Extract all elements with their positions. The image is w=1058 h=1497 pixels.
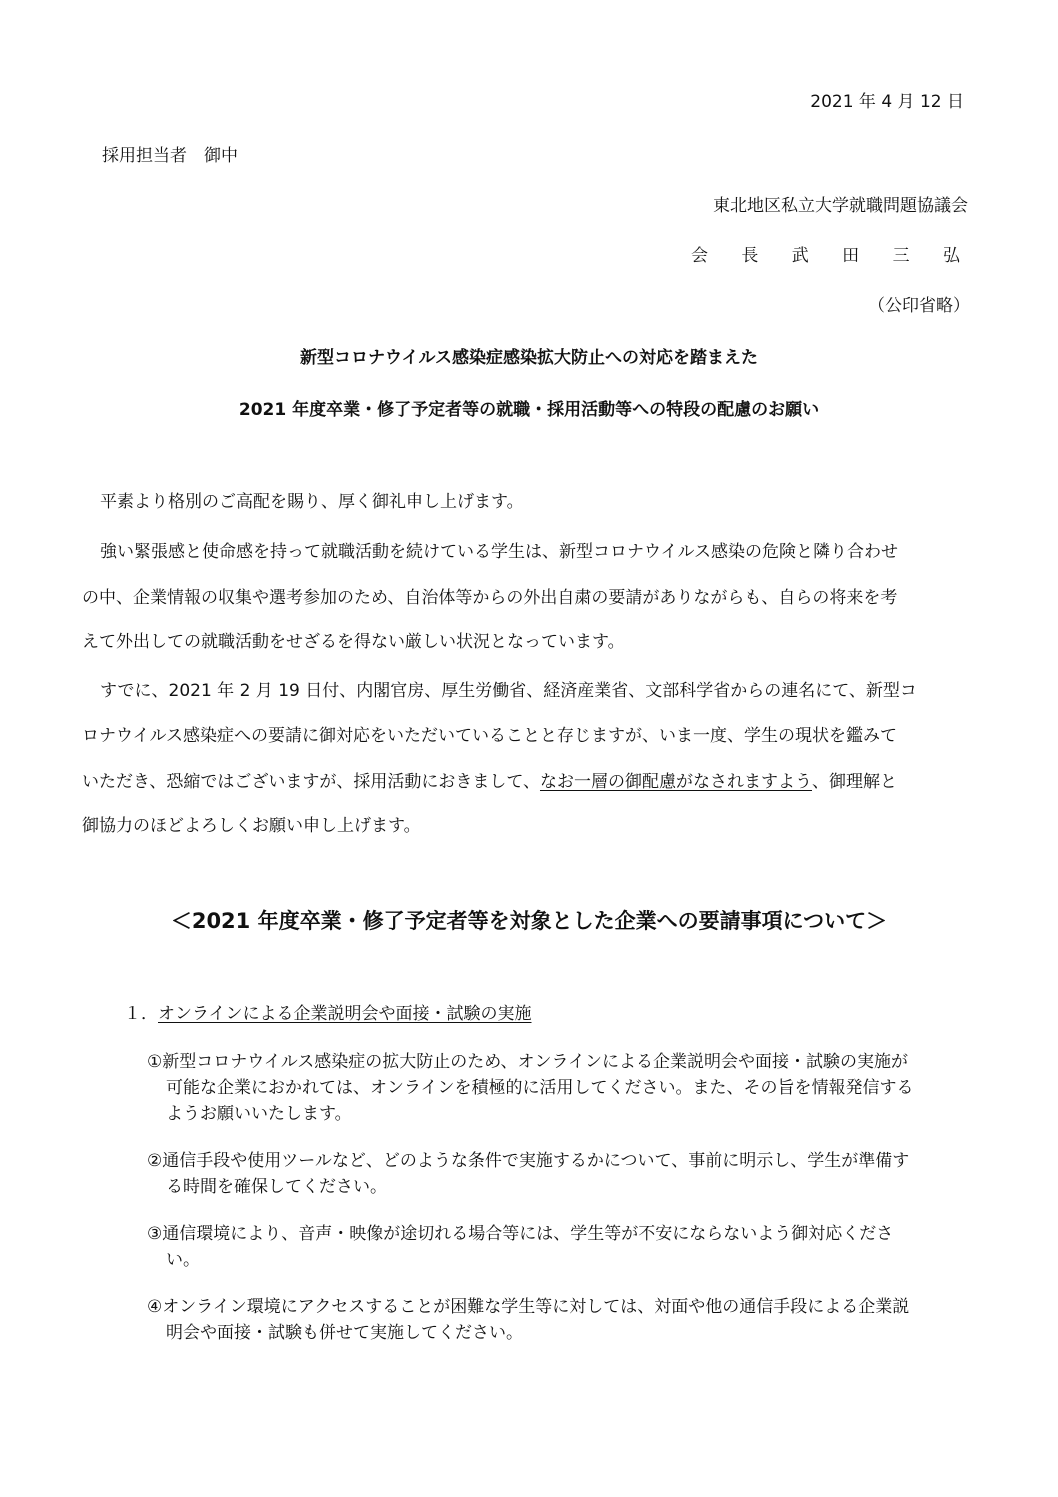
sub-item-3-line-2: い。 — [166, 1250, 200, 1270]
item-1-title: オンラインによる企業説明会や面接・試験の実施 — [158, 1004, 532, 1024]
sub-item-1-line-2: 可能な企業におかれては、オンラインを積極的に活用してください。また、その旨を情報発信する — [166, 1078, 914, 1098]
body-paragraph-3-line-3-start: いただき、恐縮ではございますが、採用活動におきまして、 — [82, 772, 540, 792]
sub-item-4-line-1: ④オンライン環境にアクセスすることが困難な学生等に対しては、対面や他の通信手段による企業説 — [147, 1297, 910, 1317]
body-paragraph-3-line-3 — [82, 774, 897, 791]
sub-item-2-line-2: る時間を確保してください。 — [166, 1177, 387, 1197]
addressee: 採用担当者 御中 — [102, 146, 238, 166]
title-line-2: 2021 年度卒業・修了予定者等の就職・採用活動等への特段の配慮のお願い — [238, 400, 820, 420]
item-1-heading — [124, 1006, 532, 1023]
section-heading: ＜2021 年度卒業・修了予定者等を対象とした企業への要請事項について＞ — [170, 909, 888, 933]
body-paragraph-2-line-3: えて外出しての就職活動をせざるを得ない厳しい状況となっています。 — [82, 632, 625, 652]
sub-item-1-line-3: ようお願いいたします。 — [166, 1104, 352, 1124]
body-paragraph-2-line-2: の中、企業情報の収集や選考参加のため、自治体等からの外出自粛の要請がありながらも、自らの将来を考 — [82, 588, 898, 608]
body-paragraph-3-line-3-end: 、御理解と — [811, 772, 897, 792]
body-paragraph-3-line-2: ロナウイルス感染症への要請に御対応をいただいていることと存じますが、いま一度、学生の現状を鑑みて — [82, 726, 897, 746]
item-1-number: １． — [124, 1004, 158, 1024]
body-paragraph-3-line-1: すでに、2021 年 2 月 19 日付、内閣官房、厚生労働省、経済産業省、文部科学省からの連名にて、新型コ — [100, 681, 917, 701]
organization-name: 東北地区私立大学就職問題協議会 — [713, 196, 968, 216]
emphasis-underline: なお一層の御配慮がなされますよう — [539, 772, 812, 792]
body-paragraph-2-line-1: 強い緊張感と使命感を持って就職活動を続けている学生は、新型コロナウイルス感染の危険と隣り合わせ — [100, 542, 898, 562]
signatory: 会 長 武 田 三 弘 — [690, 246, 974, 266]
sub-item-2-line-1: ②通信手段や使用ツールなど、どのような条件で実施するかについて、事前に明示し、学生が準備す — [147, 1151, 910, 1171]
sub-item-3-line-1: ③通信環境により、音声・映像が途切れる場合等には、学生等が不安にならないよう御対応くださ — [147, 1224, 894, 1244]
sub-item-4-line-2: 明会や面接・試験も併せて実施してください。 — [166, 1323, 523, 1343]
seal-note: （公印省略） — [868, 296, 970, 316]
document-date: 2021 年 4 月 12 日 — [810, 92, 964, 112]
body-paragraph-1: 平素より格別のご高配を賜り、厚く御礼申し上げます。 — [100, 492, 524, 512]
body-paragraph-3-line-4: 御協力のほどよろしくお願い申し上げます。 — [82, 816, 421, 836]
title-line-1: 新型コロナウイルス感染症感染拡大防止への対応を踏まえた — [300, 348, 758, 368]
sub-item-1-line-1: ①新型コロナウイルス感染症の拡大防止のため、オンラインによる企業説明会や面接・試験の実施が — [147, 1052, 909, 1072]
